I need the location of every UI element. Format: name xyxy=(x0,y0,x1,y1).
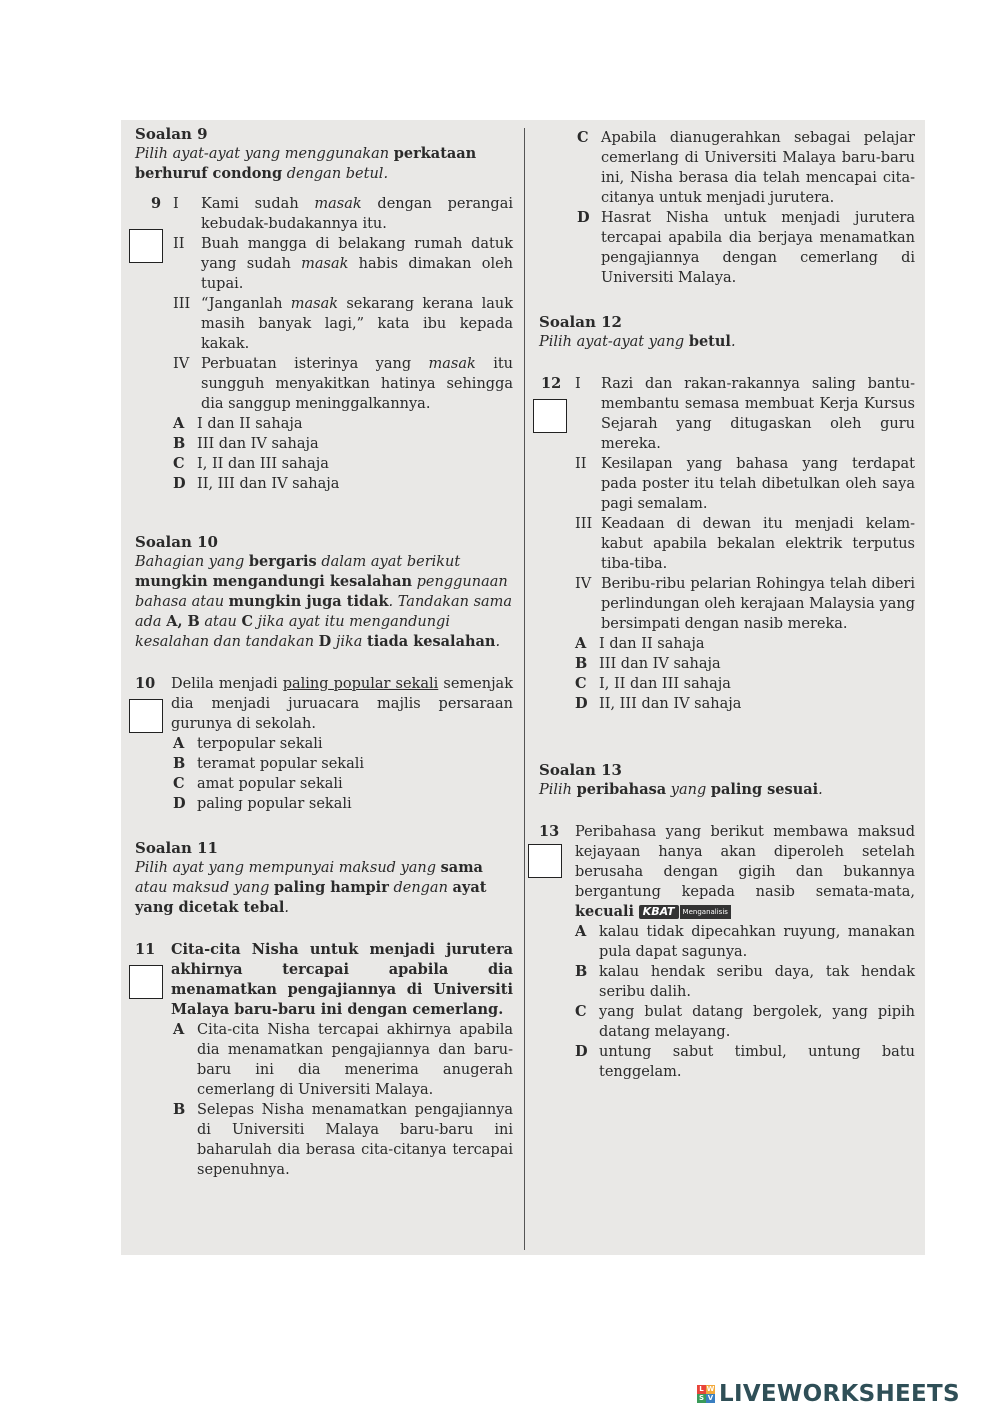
statement-iv: IV Perbuatan isterinya yang masak itu sungguh menyakitkan hatinya sehingga dia sanggup meninggalkannya. xyxy=(173,356,513,412)
option-b: B III dan IV sahaja xyxy=(575,655,721,672)
question-12-title: Soalan 12 xyxy=(539,313,622,331)
option-a: A I dan II sahaja xyxy=(575,635,705,652)
question-10-instruction: Bahagian yang bergaris dalam ayat berikut mungkin mengandungi kesalahan penggunaan bahasa atau mungkin juga tidak. Tandakan sama ada A, B atau C jika ayat itu mengandungi kesalahan dan tandakan D jika tiada kesalahan. xyxy=(135,553,513,650)
option-b: B Selepas Nisha menamatkan pengajiannya di Universiti Malaya baru-baru ini baharulah dia berasa cita-citanya tercapai sepenuhnya. xyxy=(173,1101,513,1178)
kbat-badge: KBAT xyxy=(639,905,679,919)
option-c: C Apabila dianugerahkan sebagai pelajar cemerlang di Universiti Malaya baru-baru ini, Nisha berasa dia telah mencapai cita-citanya untuk menjadi jurutera. xyxy=(577,129,915,206)
option-d: D II, III dan IV sahaja xyxy=(575,695,742,712)
question-number: 13 xyxy=(539,823,560,840)
option-d: D II, III dan IV sahaja xyxy=(173,475,340,492)
question-9-items xyxy=(135,194,513,494)
option-d: D paling popular sekali xyxy=(173,795,352,812)
question-13-title: Soalan 13 xyxy=(539,761,622,779)
kbat-subtitle: Menganalisis xyxy=(680,905,731,919)
option-c: C I, II dan III sahaja xyxy=(575,675,731,692)
question-number: 9 xyxy=(151,195,162,212)
statement-i: I Kami sudah masak dengan perangai kebudak-budakannya itu. xyxy=(173,196,513,232)
statement-iii: III “Janganlah masak sekarang kerana lauk masih banyak lagi,” kata ibu kepada kakak. xyxy=(173,296,514,352)
question-number: 11 xyxy=(135,941,156,958)
question-11-title: Soalan 11 xyxy=(135,839,218,857)
option-c: C I, II dan III sahaja xyxy=(173,455,329,472)
statement-ii: II Buah mangga di belakang rumah datuk yang sudah masak habis dimakan oleh tupai. xyxy=(173,236,513,292)
question-12-instruction: Pilih ayat-ayat yang betul. xyxy=(539,333,736,350)
question-11-continued xyxy=(539,128,915,288)
liveworksheets-icon: L W S V xyxy=(698,1385,715,1402)
question-9-title: Soalan 9 xyxy=(135,125,208,143)
statement-iv: IV Beribu-ribu pelarian Rohingya telah diberi perlindungan oleh kerajaan Malaysia yang bersimpati dengan nasib mereka. xyxy=(575,576,915,632)
scanned-page xyxy=(121,120,925,1255)
option-a: A I dan II sahaja xyxy=(173,415,303,432)
answer-box-q13[interactable] xyxy=(528,844,562,878)
option-a: A Cita-cita Nisha tercapai akhirnya apabila dia menamatkan pengajiannya dan baru-baru ini dia menerima anugerah cemerlang di Universiti Malaya. xyxy=(173,1021,513,1098)
kecuali-label: kecuali xyxy=(575,903,635,920)
statement-ii: II Kesilapan yang bahasa yang terdapat pada poster itu telah dibetulkan oleh saya pagi semalam. xyxy=(575,456,915,512)
question-number: 10 xyxy=(135,675,156,692)
answer-box-q10[interactable] xyxy=(129,699,163,733)
question-10-title: Soalan 10 xyxy=(135,533,218,551)
question-9-instruction: Pilih ayat-ayat yang menggunakan perkataan berhuruf condong dengan betul. xyxy=(135,145,477,182)
answer-box-q12[interactable] xyxy=(533,399,567,433)
liveworksheets-logo[interactable] xyxy=(697,1379,960,1409)
statement-iii: III Keadaan di dewan itu menjadi kelam-kabut apabila bekalan elektrik terputus tiba-tiba. xyxy=(575,516,915,572)
option-b: B III dan IV sahaja xyxy=(173,435,319,452)
answer-box-q11[interactable] xyxy=(129,965,163,999)
option-c: C amat popular sekali xyxy=(173,775,343,792)
question-11-instruction: Pilih ayat yang mempunyai maksud yang sama atau maksud yang paling hampir dengan ayat yang dicetak tebal. xyxy=(135,859,487,916)
question-13-stem: 13 Peribahasa yang berikut membawa maksud kejayaan hanya akan diperoleh setelah berusaha dengan gigih dan bukannya bergantung kepada nasib semata-mata, kecuali KBAT Menganalisis xyxy=(539,823,915,920)
column-divider xyxy=(524,128,525,1250)
question-10 xyxy=(135,532,513,814)
option-d: D untung sabut timbul, untung batu tenggelam. xyxy=(575,1043,915,1080)
question-12-items xyxy=(539,374,915,714)
question-9 xyxy=(135,124,513,494)
question-11-stem: 11 Cita-cita Nisha untuk menjadi jurutera akhirnya tercapai apabila dia menamatkan pengajiannya di Universiti Malaya baru-baru ini dengan cemerlang. xyxy=(135,941,513,1018)
option-b: B kalau hendak seribu daya, tak hendak seribu dalih. xyxy=(575,963,915,1000)
question-12 xyxy=(539,312,915,714)
question-13-instruction: Pilih peribahasa yang paling sesuai. xyxy=(539,781,823,798)
option-a: A terpopular sekali xyxy=(173,735,323,752)
question-13 xyxy=(539,760,915,1082)
option-a: A kalau tidak dipecahkan ruyung, manakan pula dapat sagunya. xyxy=(575,923,915,960)
answer-box-q9[interactable] xyxy=(129,229,163,263)
brand-name: LIVEWORKSHEETS xyxy=(719,1381,960,1407)
option-b: B teramat popular sekali xyxy=(173,755,364,772)
question-11 xyxy=(135,838,513,1180)
question-number: 12 xyxy=(541,375,562,392)
question-10-stem: 10 Delila menjadi paling popular sekali semenjak dia menjadi juruacara majlis persaraan gurunya di sekolah. xyxy=(135,675,513,732)
statement-i: I Razi dan rakan-rakannya saling bantu-membantu semasa membuat Kerja Kursus Sejarah yang ditugaskan oleh guru mereka. xyxy=(575,376,915,452)
option-d: D Hasrat Nisha untuk menjadi jurutera tercapai apabila dia berjaya menamatkan pengajiannya dengan cemerlang di Universiti Malaya. xyxy=(577,209,915,286)
option-c: C yang bulat datang bergolek, yang pipih datang melayang. xyxy=(575,1003,915,1040)
